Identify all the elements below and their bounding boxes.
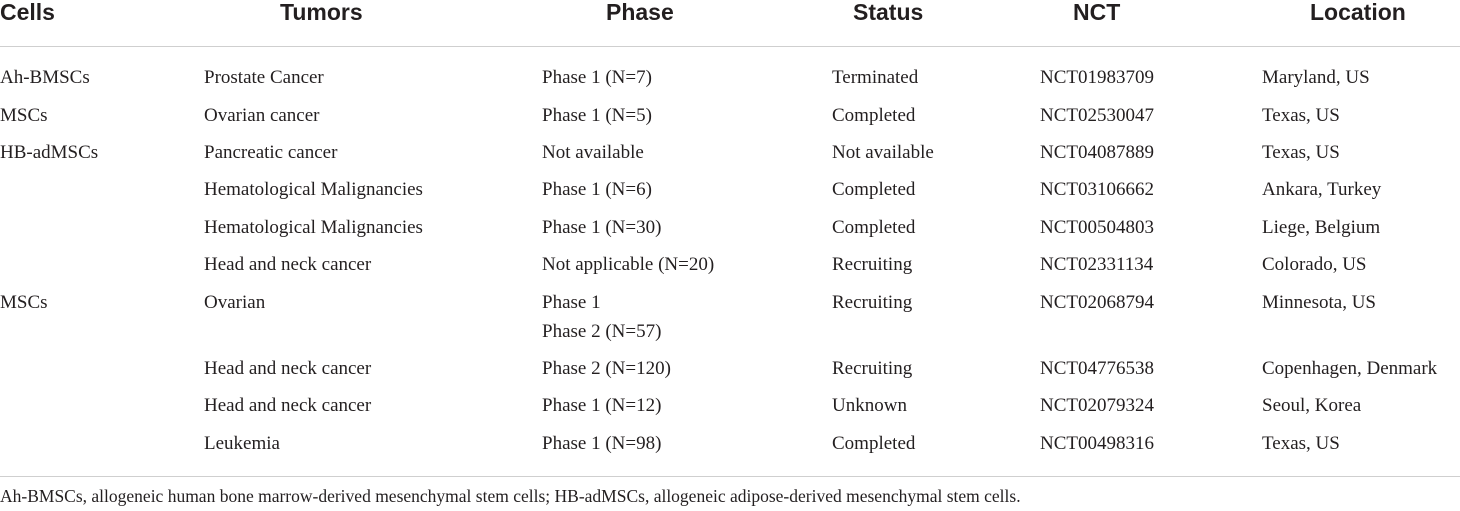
cell-tumors: Prostate Cancer xyxy=(204,67,324,88)
cell-location: Colorado, US xyxy=(1262,254,1367,275)
cell-cells: HB-adMSCs xyxy=(0,142,99,163)
cell-status: Unknown xyxy=(832,395,907,416)
header-nct: NCT xyxy=(1073,0,1121,25)
cell-phase: Phase 1 (N=7) xyxy=(542,67,652,88)
table-bottom-divider xyxy=(0,476,1460,477)
cell-tumors: Pancreatic cancer xyxy=(204,142,338,163)
cell-tumors: Head and neck cancer xyxy=(204,395,372,416)
cell-status: Recruiting xyxy=(832,292,913,313)
header-tumors: Tumors xyxy=(280,0,363,25)
cell-cells: MSCs xyxy=(0,292,48,313)
table-header-row xyxy=(0,0,1460,46)
cell-tumors: Ovarian cancer xyxy=(204,105,320,126)
cell-phase: Phase 1 (N=5) xyxy=(542,105,652,126)
cell-phase: Phase 1 (N=6) xyxy=(542,179,652,200)
cell-nct: NCT04087889 xyxy=(1040,142,1154,163)
cell-phase: Phase 1 (N=98) xyxy=(542,433,662,454)
cell-nct: NCT03106662 xyxy=(1040,179,1154,200)
cell-cells: MSCs xyxy=(0,105,48,126)
cell-location: Copenhagen, Denmark xyxy=(1262,358,1438,379)
header-location: Location xyxy=(1310,0,1406,25)
cell-phase: Phase 1 (N=12) xyxy=(542,395,662,416)
cell-phase: Phase 1 (N=30) xyxy=(542,217,662,238)
cell-location: Texas, US xyxy=(1262,105,1340,126)
cell-status: Completed xyxy=(832,217,916,238)
cell-nct: NCT04776538 xyxy=(1040,358,1154,379)
cell-location: Texas, US xyxy=(1262,433,1340,454)
cell-phase-second-line: Phase 2 (N=57) xyxy=(542,321,662,342)
cell-nct: NCT02068794 xyxy=(1040,292,1154,313)
cell-location: Texas, US xyxy=(1262,142,1340,163)
cell-location: Maryland, US xyxy=(1262,67,1370,88)
cell-location: Minnesota, US xyxy=(1262,292,1376,313)
cell-nct: NCT01983709 xyxy=(1040,67,1154,88)
cell-tumors: Ovarian xyxy=(204,292,266,313)
cell-nct: NCT02331134 xyxy=(1040,254,1154,275)
cell-tumors: Hematological Malignancies xyxy=(204,217,423,238)
cell-phase: Phase 2 (N=120) xyxy=(542,358,671,379)
cell-cells: Ah-BMSCs xyxy=(0,67,90,88)
header-status: Status xyxy=(853,0,924,25)
cell-status: Recruiting xyxy=(832,358,913,379)
cell-status: Recruiting xyxy=(832,254,913,275)
cell-location: Liege, Belgium xyxy=(1262,217,1381,238)
header-cells: Cells xyxy=(0,0,55,25)
cell-phase: Not available xyxy=(542,142,644,163)
cell-status: Completed xyxy=(832,105,916,126)
cell-location: Seoul, Korea xyxy=(1262,395,1362,416)
cell-status: Not available xyxy=(832,142,934,163)
cell-nct: NCT00498316 xyxy=(1040,433,1154,454)
cell-nct: NCT02530047 xyxy=(1040,105,1154,126)
cell-tumors: Leukemia xyxy=(204,433,280,454)
cell-nct: NCT02079324 xyxy=(1040,395,1154,416)
header-divider xyxy=(0,46,1460,47)
cell-tumors: Head and neck cancer xyxy=(204,254,372,275)
cell-tumors: Head and neck cancer xyxy=(204,358,372,379)
cell-location: Ankara, Turkey xyxy=(1262,179,1382,200)
cell-phase: Not applicable (N=20) xyxy=(542,254,715,275)
cell-status: Completed xyxy=(832,433,916,454)
cell-phase: Phase 1 xyxy=(542,292,601,313)
header-phase: Phase xyxy=(606,0,674,25)
cell-tumors: Hematological Malignancies xyxy=(204,179,423,200)
cell-status: Completed xyxy=(832,179,916,200)
table-footnote: Ah-BMSCs, allogeneic human bone marrow-derived mesenchymal stem cells; HB-adMSCs, allogeneic adipose-derived mesenchymal stem cells. xyxy=(0,486,1021,506)
cell-nct: NCT00504803 xyxy=(1040,217,1154,238)
cell-status: Terminated xyxy=(832,67,919,88)
